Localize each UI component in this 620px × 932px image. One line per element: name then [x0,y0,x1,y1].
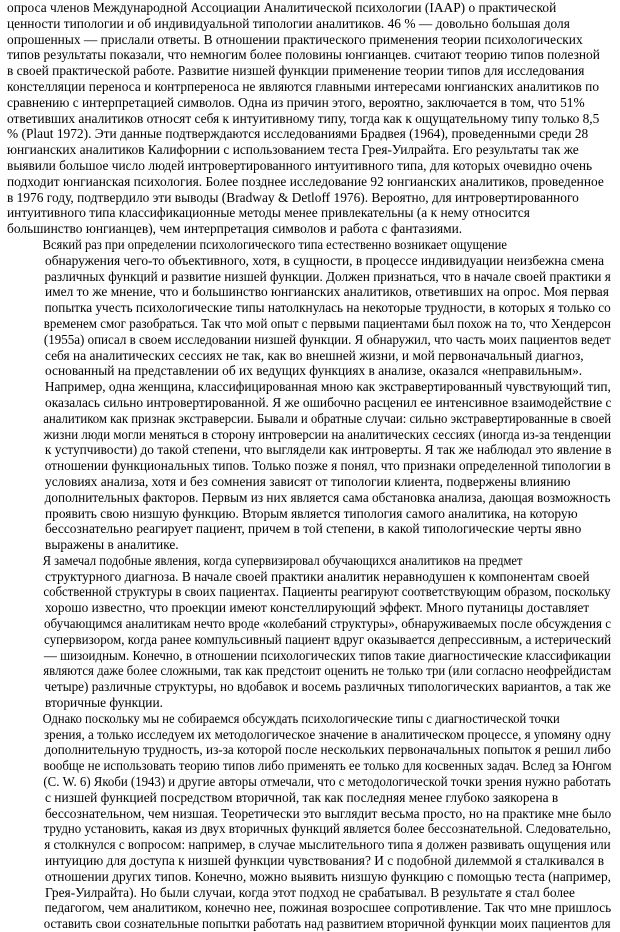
text-line: интуитивного типа классификационные методы менее привлекательны (а к нему относится [7,205,530,221]
text-line: в своей практической работе. Развитие низшей функции применение теории типов для исследования [7,63,585,79]
text-line: юнгианских аналитиков Калифорнии с использованием теста Грея-Уилрайта. Его результаты так же [7,142,579,158]
text-line: подходит юнгианская психология. Более позднее исследование 92 юнгианских аналитиков, проведенное [7,173,604,189]
paragraph [7,0,611,237]
text-line: (С. W. 6) Якоби (1943) и другие авторы отмечали, что с методологической точки зрения нужно работать [43,774,611,790]
text-line: основанный на представлении об их ведущих функциях в анализе, оказался «неправильным». [45,363,583,379]
text-line: жизни люди могли меняться в сторону интроверсии на аналитических сессиях (иногда из-за тенденции [43,426,612,442]
text-line: к уступчивости) до такой степени, что выглядели как интроверты. Я так же наблюдал это явление в [44,442,612,458]
text-line: Я замечал подобные явления, когда супервизировал обучающихся аналитиков на предмет [42,552,523,568]
text-line: с низшей функцией посредством вторичной, так как последняя менее глубоко заякорена в [45,789,559,805]
text-line: условиях анализа, хотя и без сомнения зависят от типологии клиента, подвержены влиянию [45,473,571,489]
text-line: выявили большое число людей интровертированного интуитивного типа, для которых очевидно очень [7,157,593,173]
text-line: ответивших аналитиков относят себя к интуитивному типу, тогда как к ощущательному типу только 8,5 [7,110,600,126]
text-line: оказалась сильно интровертированной. Я же ошибочно расценил ее интенсивное взаимодействие с [45,394,612,410]
text-line: типов результаты показали, что немногим более половины юнгианцев. считают теорию типов полезной [7,47,600,63]
document-page [7,0,612,932]
text-line: структурного диагноза. В начале своей практики аналитик неравнодушен к компонентам своей [45,568,590,584]
text-line: отношении других типов. Конечно, можно выявить низшую функцию с помощью теста (например, [44,868,612,884]
text-line: четыре) различные структуры, но вдобавок и восемь различных типологических вариантов, а так же [44,679,611,695]
text-line: вторичные функции. [45,695,163,711]
text-line: вообще не использовать теорию типов либо применять ее только для косвенных задач. Вслед за Юнгом [43,758,612,774]
text-line: (1955а) описал в своем исследовании низшей функции. Я обнаружил, что часть моих пациентов ведет [43,331,611,347]
text-line: % (Plaut 1972). Эти данные подтверждаются исследованиями Брадвея (1964), проведенными среди 28 [7,126,589,142]
text-line: большинство юнгианцев), чем интерпретация символов и работа с фантазиями. [7,221,463,237]
text-line: себя на аналитических сессиях не так, как во внешней жизни, и мой первоначальный диагноз, [45,347,584,363]
text-line: ценности типологии и об индивидуальной типологии аналитиков. 46 % — довольно большая доля [7,15,570,31]
text-line: оставить свои сознательные попытки работать над развитием вторичной функции моих пациентов для [43,916,611,932]
text-line: дополнительных факторов. Первым из них является сама обстановка анализа, дающая возможность [44,489,611,505]
text-line: имел то же мнение, что и большинство юнгианских аналитиков, ответивших на опрос. Моя первая [45,284,609,300]
text-line: дополнительную трудность, из-за которой после нескольких первоначальных попыток я решил либо [44,742,611,758]
text-line: я столкнулся с вопросом: например, в случае мыслительного типа я должен развивать ощущения или [44,837,611,853]
text-line: Всякий раз при определении психологического типа естественно возникает ощущение [42,236,507,252]
text-line: констелляции переноса и контрпереноса не являются главными интересами юнгианских аналитиков по [7,78,600,94]
text-line: хорошо известно, что проекции имеют констеллирующий эффект. Много путаницы доставляет [45,600,590,616]
text-line: Однако поскольку мы не собираемся обсуждать психологические типы с диагностической точки [42,710,560,726]
text-line: опроса членов Международной Ассоциации Аналитической психологии (IAAP) о практической [7,0,557,15]
text-line: обучающимся аналитикам нечто вроде «колебаний структуры», обнаруживаемых после обсуждения с [44,616,612,632]
text-line: выражены в аналитике. [45,537,179,553]
text-line: супервизором, когда ранее компульсивный пациент вдруг оказывается депрессивным, а истерический [44,631,612,647]
text-line: — шизоидным. Конечно, в отношении психологических типов такие диагностические классификации [43,647,611,663]
text-line: зрения, а только исследуем их методологическое значение в аналитическом процессе, я упомяну одну [44,726,612,742]
text-line: являются даже более сложными, так как предстоит оценить не только три (или согласно неофрейдистам [43,663,612,679]
text-line: отношении функциональных типов. Только позже я понял, что признаки определенной типологии в [44,458,611,474]
paragraph [7,711,611,932]
text-line: опрошенных — прислали ответы. В отношении практического применения теории психологических [7,31,583,47]
text-line: в 1976 году, подтвердило эти выводы (Bradway & Detloff 1976). Вероятно, для интровертированного [7,189,579,205]
text-line: трудно установить, какая из двух вторичных функций является более бессознательной. Следовательно, [43,821,612,837]
text-line: педагогом, чем аналитиком, конечно нее, пожиная возросшее сопротивление. Так что мне пришлось [44,900,612,916]
text-line: попытка учесть психологические типы натолкнулась на некоторые трудности, в которых я только со [44,300,611,316]
paragraph [7,553,611,711]
text-line: сравнению с интерпретацией символов. Одна из причин этого, вероятно, заключается в том, что 51% [7,94,585,110]
text-line: временем смог разобраться. Так что мой опыт с первыми пациентами был похож на то, что Хендерсон [43,315,611,331]
text-line: Например, одна женщина, классифицированная мною как экстравертированный чувствующий тип, [44,379,611,395]
text-line: интуицию для доступа к низшей функции чувствования? И с подобной дилеммой я сталкивался в [45,853,605,869]
text-line: Грея-Уилрайта). Но были случаи, когда этот подход не срабатывал. В результате я стал более [45,884,575,900]
text-line: обнаружения чего-то объективного, хотя, в сущности, в процессе индивидуации неизбежна смена [45,252,605,268]
text-line: проявить свою низшую функцию. Вторым является типология самого аналитика, на которую [45,505,578,521]
paragraph [7,237,611,553]
text-line: бессознательно реагирует пациент, причем в той степени, в какой типологические черты явно [45,521,582,537]
text-line: различных функций и развитие низшей функции. Должен признаться, что в начале своей практики я [44,268,611,284]
text-line: бессознательном, чем низшая. Теоретически это выглядит весьма просто, но на практике мне было [45,805,612,821]
text-line: собственной структуры в своих пациентах. Пациенты реагируют соответствующим образом, поскольку [43,584,611,600]
text-line: аналитиком как признак экстраверсии. Бывали и обратные случаи: сильно экстравертированные в своей [43,410,612,426]
